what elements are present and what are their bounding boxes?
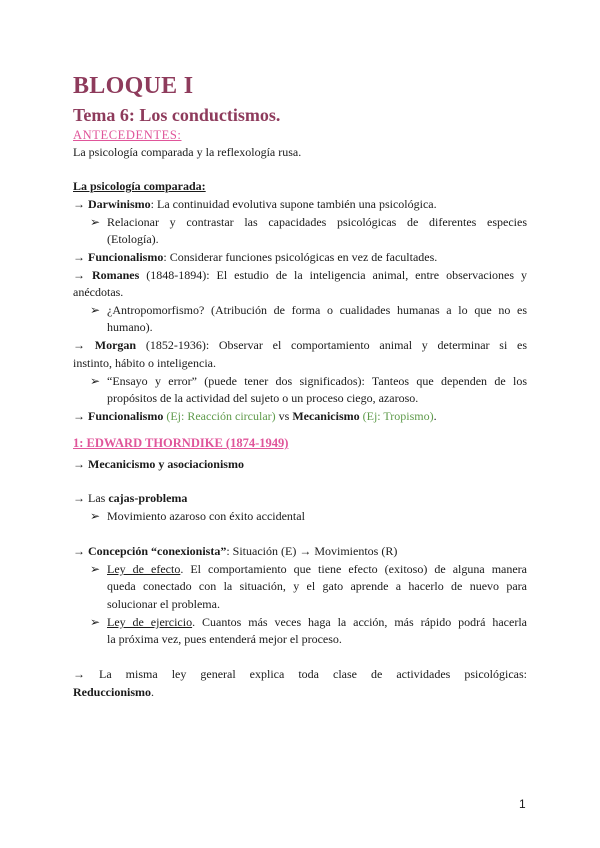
- cajas-line: [73, 490, 187, 508]
- ejercicio-term: Ley de ejercicio: [107, 615, 193, 629]
- efecto-text: . El comportamiento que tiene efecto (exitoso) de alguna manera: [180, 562, 527, 576]
- efecto-line3: solucionar el problema.: [107, 597, 220, 611]
- thorndike-heading: 1: EDWARD THORNDIKE (1874-1949): [73, 436, 289, 450]
- romanes-term: Romanes: [91, 268, 140, 282]
- bullet-icon: ➢: [90, 215, 101, 229]
- block-title: BLOQUE I: [73, 73, 194, 99]
- morgan-sub-line1: “Ensayo y error” (puede tener dos significados): Tanteos que dependen de los: [107, 374, 527, 388]
- morgan-text: (1852-1936): Observar el comportamiento animal y determinar si es: [145, 338, 528, 352]
- bullet-icon: ➢: [90, 303, 101, 317]
- final-func-term: Funcionalismo: [88, 409, 164, 423]
- darwinismo-text: : La continuidad evolutiva supone también una psicológica.: [150, 197, 437, 211]
- mec-asoc-term: Mecanicismo y asociacionismo: [88, 457, 244, 471]
- darwinismo-term: Darwinismo: [88, 197, 151, 211]
- darwinismo-sub-line2: (Etología).: [107, 232, 159, 246]
- bullet-icon: ➢: [90, 509, 101, 523]
- ejercicio-line1: [107, 614, 527, 632]
- page-number: 1: [519, 797, 526, 811]
- romanes-sub-line1: ¿Antropomorfismo? (Atribución de forma o cualidades humanas a lo que no es: [107, 303, 527, 317]
- darwinismo-sub-line1: Relacionar y contrastar las capacidades psicológicas de diferentes especies: [107, 215, 527, 229]
- concepcion-line: [73, 543, 397, 561]
- arrow-icon: →: [73, 268, 85, 282]
- morgan-sub-line2: propósitos de la actividad del sujeto o un proceso ciego, azaroso.: [107, 391, 419, 405]
- morgan-line1: [73, 337, 527, 355]
- ejercicio-line2: la próxima vez, pues entenderá mejor el proceso.: [107, 632, 342, 646]
- cajas-prefix: Las: [88, 491, 106, 505]
- antecedents-text: La psicología comparada y la reflexología rusa.: [73, 145, 302, 159]
- reduccionismo-term: Reduccionismo: [73, 685, 151, 699]
- arrow-icon: →: [73, 544, 85, 558]
- arrow-icon: →: [73, 250, 85, 264]
- romanes-sub-line2: humano).: [107, 320, 153, 334]
- final-mec-term: Mecanicismo: [292, 409, 360, 423]
- final-func-example: (Ej: Reacción circular): [166, 409, 276, 423]
- concepcion-text: : Situación (E) → Movimientos (R): [226, 544, 398, 558]
- arrow-icon: →: [73, 491, 85, 505]
- reduccionismo-period: .: [151, 685, 154, 699]
- concepcion-term: Concepción “conexionista”: [88, 544, 227, 558]
- efecto-line1: [107, 561, 527, 579]
- ley-general-line1: → La misma ley general explica toda clase de actividades psicológicas:: [73, 667, 527, 681]
- funcionalismo-text: : Considerar funciones psicológicas en vez de facultades.: [163, 250, 438, 264]
- arrow-icon: →: [73, 409, 85, 423]
- darwinismo-line: [73, 196, 437, 214]
- bullet-icon: ➢: [90, 374, 101, 388]
- cajas-term: cajas-problema: [108, 491, 188, 505]
- morgan-term: Morgan: [94, 338, 137, 352]
- topic-title: Tema 6: Los conductismos.: [73, 105, 281, 125]
- bullet-icon: ➢: [90, 615, 101, 629]
- funcionalismo-line: [73, 249, 437, 267]
- efecto-line2: queda conectado con la situación, y el gato aprende a hacerlo de nuevo para: [107, 579, 527, 593]
- romanes-text: (1848-1894): El estudio de la inteligencia animal, entre observaciones y: [146, 268, 527, 282]
- romanes-line1: [73, 267, 527, 285]
- final-mec-example: (Ej: Tropismo): [362, 409, 434, 423]
- arrow-icon: →: [73, 338, 85, 352]
- efecto-term: Ley de efecto: [107, 562, 181, 576]
- bullet-icon: ➢: [90, 562, 101, 576]
- cajas-sub: Movimiento azaroso con éxito accidental: [107, 509, 305, 523]
- arrow-icon: →: [73, 197, 85, 211]
- arrow-icon: →: [73, 457, 85, 471]
- mec-asoc-line: [73, 456, 244, 474]
- final-period: .: [433, 409, 437, 423]
- morgan-line2: instinto, hábito o inteligencia.: [73, 356, 216, 370]
- final-vs: vs: [278, 409, 290, 423]
- ejercicio-text: . Cuantos más veces haga la acción, más rápido podrá hacerla: [192, 615, 527, 629]
- antecedents-heading: ANTECEDENTES:: [73, 128, 182, 142]
- func-vs-mec-line: [73, 408, 437, 426]
- romanes-line2: anécdotas.: [73, 285, 124, 299]
- ley-general-line2: [73, 684, 154, 702]
- funcionalismo-term: Funcionalismo: [88, 250, 164, 264]
- comparada-heading: La psicología comparada:: [73, 179, 206, 193]
